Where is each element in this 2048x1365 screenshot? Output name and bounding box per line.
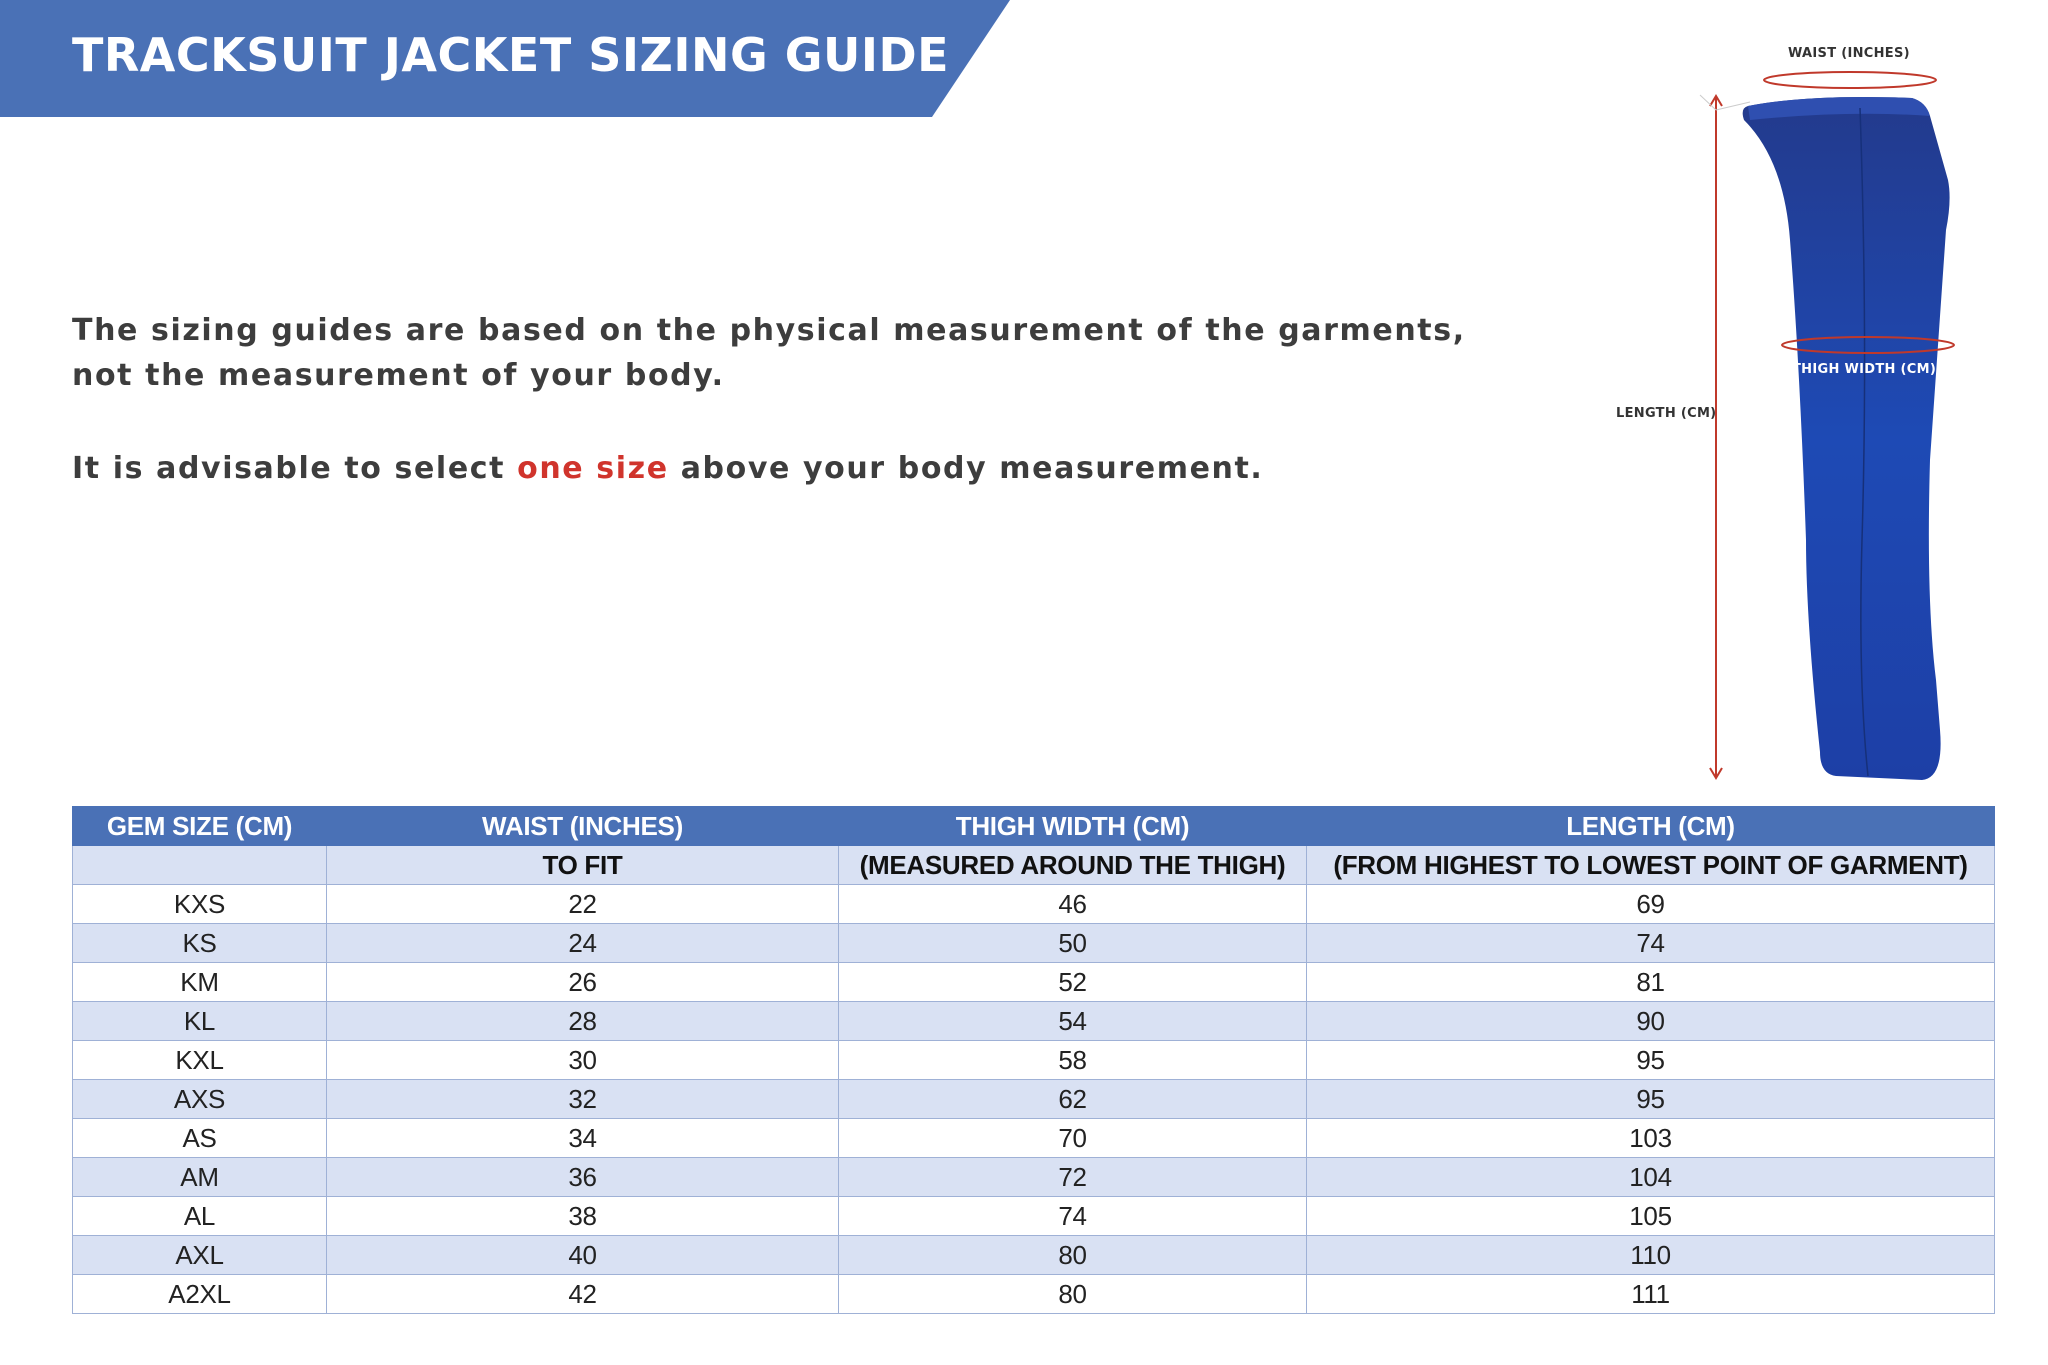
cell-size: KXS [73, 885, 327, 924]
size-table [72, 806, 1995, 1314]
cell-length: 69 [1307, 885, 1995, 924]
table-header-row [73, 807, 1995, 846]
advice-text [72, 446, 1522, 491]
table-row [73, 924, 1995, 963]
length-label: LENGTH (CM) [1616, 406, 1717, 421]
cell-size: AL [73, 1197, 327, 1236]
cell-size: AXL [73, 1236, 327, 1275]
intro-text: The sizing guides are based on the physical measurement of the garments, not the measurement of your body. [72, 313, 1466, 393]
advice-highlight: one size [517, 451, 669, 486]
cell-length: 90 [1307, 1002, 1995, 1041]
cell-length: 111 [1307, 1275, 1995, 1314]
cell-thigh: 80 [839, 1236, 1307, 1275]
cell-waist: 36 [327, 1158, 839, 1197]
cell-waist: 26 [327, 963, 839, 1002]
header-gem-size: GEM SIZE (CM) [73, 807, 327, 846]
advice-text-end: above your body measurement. [668, 451, 1264, 486]
subheader-gem-size [73, 846, 327, 885]
cell-thigh: 74 [839, 1197, 1307, 1236]
cell-length: 74 [1307, 924, 1995, 963]
cell-length: 103 [1307, 1119, 1995, 1158]
subheader-length: (FROM HIGHEST TO LOWEST POINT OF GARMENT) [1307, 846, 1995, 885]
thigh-width-label: THIGH WIDTH (CM) [1792, 362, 1937, 377]
table-row [73, 963, 1995, 1002]
cell-waist: 38 [327, 1197, 839, 1236]
cell-thigh: 54 [839, 1002, 1307, 1041]
cell-thigh: 46 [839, 885, 1307, 924]
cell-waist: 22 [327, 885, 839, 924]
waist-label: WAIST (INCHES) [1788, 46, 1910, 61]
cell-size: AXS [73, 1080, 327, 1119]
cell-thigh: 50 [839, 924, 1307, 963]
cell-length: 105 [1307, 1197, 1995, 1236]
waist-measure-line [1764, 72, 1936, 88]
cell-thigh: 72 [839, 1158, 1307, 1197]
table-row [73, 1002, 1995, 1041]
table-subheader-row [73, 846, 1995, 885]
cell-thigh: 58 [839, 1041, 1307, 1080]
cell-size: AS [73, 1119, 327, 1158]
cell-size: AM [73, 1158, 327, 1197]
cell-waist: 40 [327, 1236, 839, 1275]
subheader-thigh-width: (MEASURED AROUND THE THIGH) [839, 846, 1307, 885]
cell-thigh: 70 [839, 1119, 1307, 1158]
cell-waist: 24 [327, 924, 839, 963]
header-length: LENGTH (CM) [1307, 807, 1995, 846]
table-row [73, 1119, 1995, 1158]
header-waist: WAIST (INCHES) [327, 807, 839, 846]
cell-thigh: 52 [839, 963, 1307, 1002]
pants-diagram [1600, 40, 1980, 790]
cell-length: 81 [1307, 963, 1995, 1002]
table-row [73, 1158, 1995, 1197]
table-row [73, 1275, 1995, 1314]
cell-size: KS [73, 924, 327, 963]
cell-length: 95 [1307, 1080, 1995, 1119]
cell-length: 95 [1307, 1041, 1995, 1080]
length-measure-line [1700, 95, 1750, 778]
cell-thigh: 80 [839, 1275, 1307, 1314]
page-title: TRACKSUIT JACKET SIZING GUIDE [72, 28, 950, 82]
cell-size: KL [73, 1002, 327, 1041]
cell-size: A2XL [73, 1275, 327, 1314]
table-row [73, 1236, 1995, 1275]
subheader-waist: TO FIT [327, 846, 839, 885]
cell-thigh: 62 [839, 1080, 1307, 1119]
header-thigh-width: THIGH WIDTH (CM) [839, 807, 1307, 846]
cell-waist: 28 [327, 1002, 839, 1041]
cell-waist: 34 [327, 1119, 839, 1158]
cell-length: 110 [1307, 1236, 1995, 1275]
cell-waist: 32 [327, 1080, 839, 1119]
table-row [73, 885, 1995, 924]
advice-text-start: It is advisable to select [72, 451, 518, 486]
cell-length: 104 [1307, 1158, 1995, 1197]
table-row [73, 1197, 1995, 1236]
cell-size: KM [73, 963, 327, 1002]
cell-size: KXL [73, 1041, 327, 1080]
table-row [73, 1041, 1995, 1080]
table-row [73, 1080, 1995, 1119]
cell-waist: 30 [327, 1041, 839, 1080]
pants-leg [1743, 97, 1950, 780]
cell-waist: 42 [327, 1275, 839, 1314]
